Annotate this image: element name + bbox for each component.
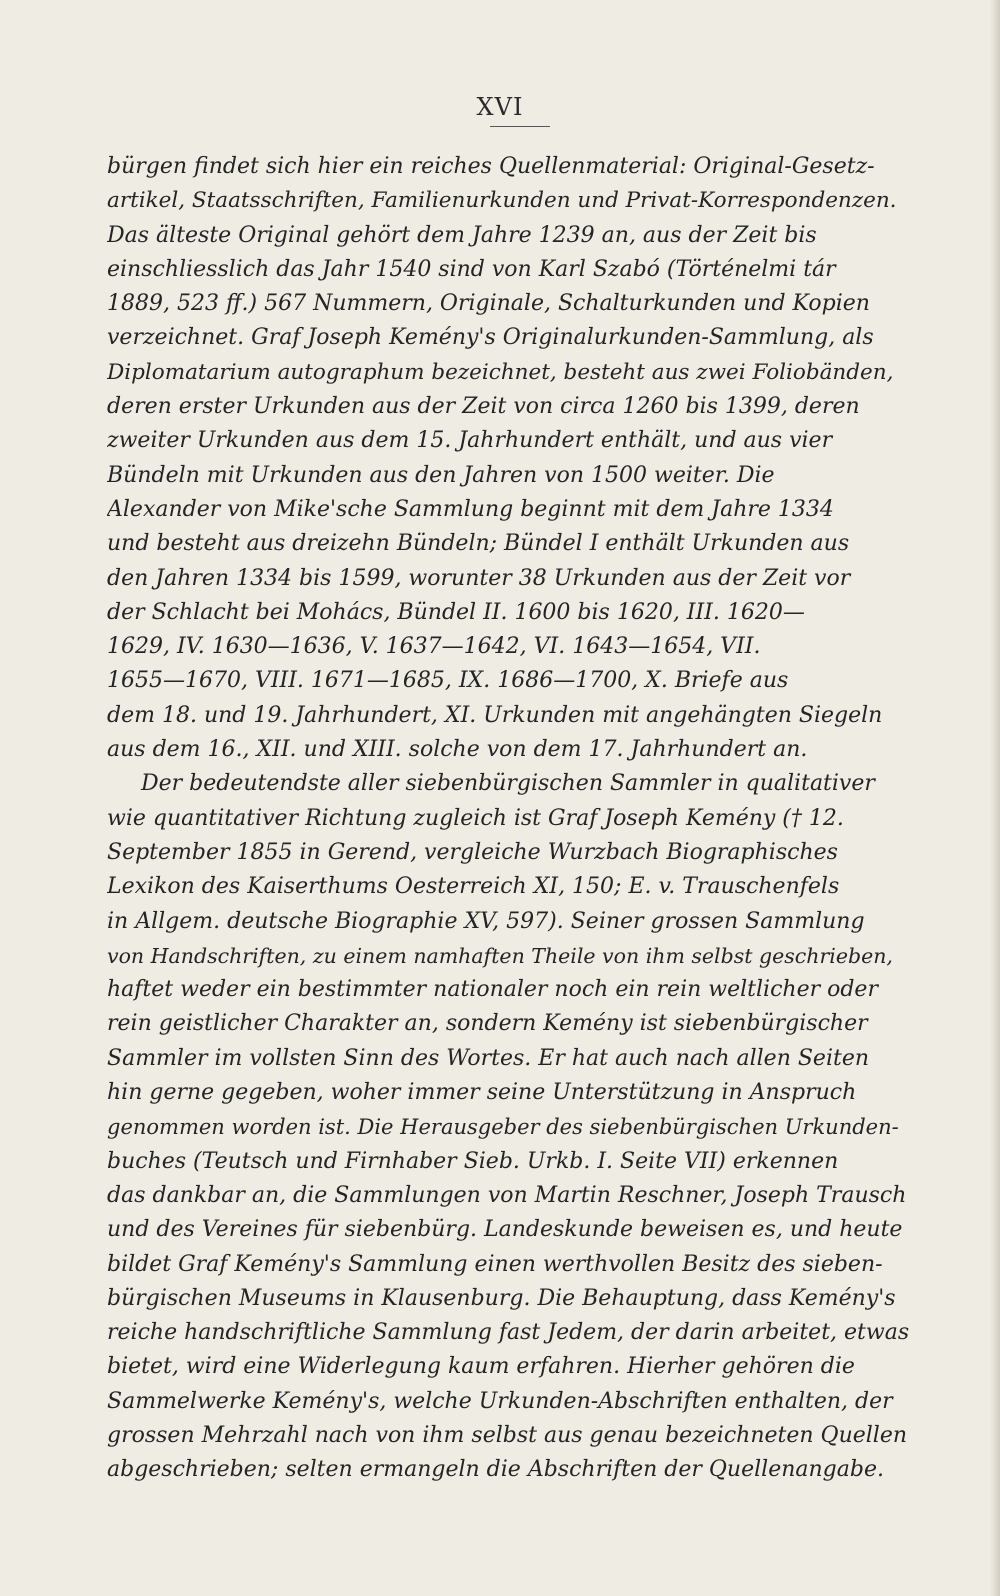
text-line: 1655—1670, VIII. 1671—1685, IX. 1686—1700, X. Briefe aus [107, 668, 789, 694]
text-line: einschliesslich das Jahr 1540 sind von Karl Szabó (Történelmi tár [107, 256, 836, 282]
paragraph-start-line: Der bedeutendste aller siebenbürgischen Sammler in qualitativer [141, 771, 875, 797]
text-line: rein geistlicher Charakter an, sondern Kemény ist siebenbürgischer [107, 1011, 868, 1037]
text-line: dem 18. und 19. Jahrhundert, XI. Urkunden mit angehängten Siegeln [107, 702, 883, 728]
text-line: grossen Mehrzahl nach von ihm selbst aus genau bezeichneten Quellen [107, 1422, 908, 1448]
page-edge-shadow [990, 0, 1000, 1596]
text-line: verzeichnet. Graf Joseph Kemény's Originalurkunden-Sammlung, als [107, 325, 874, 351]
text-line: bürgen findet sich hier ein reiches Quellenmaterial: Original-Gesetz- [107, 154, 875, 179]
text-line: von Handschriften, zu einem namhaften Theile von ihm selbst geschrieben, [107, 943, 893, 968]
text-line: den Jahren 1334 bis 1599, worunter 38 Urkunden aus der Zeit vor [107, 565, 851, 591]
text-line: 1889, 523 ff.) 567 Nummern, Originale, Schalturkunden und Kopien [107, 291, 870, 317]
text-line: und des Vereines für siebenbürg. Landeskunde beweisen es, und heute [107, 1217, 903, 1243]
text-line: bürgischen Museums in Klausenburg. Die Behauptung, dass Kemény's [107, 1285, 896, 1311]
page-number-rule [490, 126, 550, 127]
text-line: das dankbar an, die Sammlungen von Martin Reschner, Joseph Trausch [107, 1182, 907, 1208]
text-line: reiche handschriftliche Sammlung fast Jedem, der darin arbeitet, etwas [107, 1320, 909, 1346]
text-line: bildet Graf Kemény's Sammlung einen werthvollen Besitz des sieben- [107, 1251, 883, 1277]
text-line: buches (Teutsch und Firnhaber Sieb. Urkb. I. Seite VII) erkennen [107, 1148, 839, 1174]
text-line: Lexikon des Kaiserthums Oesterreich XI, 150; E. v. Trauschenfels [107, 874, 840, 900]
text-line: haftet weder ein bestimmter nationaler noch ein rein weltlicher oder [107, 977, 878, 1003]
page-number: XVI [476, 93, 524, 121]
text-line: Bündeln mit Urkunden aus den Jahren von 1500 weiter. Die [107, 462, 775, 488]
text-line: Sammelwerke Kemény's, welche Urkunden-Abschriften enthalten, der [107, 1388, 893, 1414]
text-line: Alexander von Mike'sche Sammlung beginnt mit dem Jahre 1334 [107, 496, 834, 522]
text-line: Das älteste Original gehört dem Jahre 1239 an, aus der Zeit bis [107, 222, 817, 248]
text-line: September 1855 in Gerend, vergleiche Wurzbach Biographisches [107, 839, 838, 865]
text-line: abgeschrieben; selten ermangeln die Abschriften der Quellenangabe. [107, 1457, 884, 1483]
text-line: hin gerne gegeben, woher immer seine Unterstützung in Anspruch [107, 1080, 857, 1106]
text-line: aus dem 16., XII. und XIII. solche von dem 17. Jahrhundert an. [107, 737, 808, 763]
text-line: genommen worden ist. Die Herausgeber des siebenbürgischen Urkunden- [107, 1115, 899, 1140]
text-line: 1629, IV. 1630—1636, V. 1637—1642, VI. 1643—1654, VII. [107, 634, 761, 660]
text-line: der Schlacht bei Mohács, Bündel II. 1600 bis 1620, III. 1620— [107, 599, 805, 625]
text-line: Sammler im vollsten Sinn des Wortes. Er hat auch nach allen Seiten [107, 1045, 870, 1071]
text-line: bietet, wird eine Widerlegung kaum erfahren. Hierher gehören die [107, 1354, 855, 1380]
text-line: artikel, Staatsschriften, Familienurkunden und Privat-Korrespondenzen. [107, 188, 897, 214]
body-text [107, 150, 909, 1488]
text-line: und besteht aus dreizehn Bündeln; Bündel I enthält Urkunden aus [107, 531, 850, 557]
text-line: in Allgem. deutsche Biographie XV, 597). Seiner grossen Sammlung [107, 908, 865, 934]
text-line: Diplomatarium autographum bezeichnet, besteht aus zwei Foliobänden, [107, 359, 894, 385]
text-line: zweiter Urkunden aus dem 15. Jahrhundert enthält, und aus vier [107, 428, 833, 454]
text-line: wie quantitativer Richtung zugleich ist Graf Joseph Kemény († 12. [107, 805, 844, 831]
text-line: deren erster Urkunden aus der Zeit von circa 1260 bis 1399, deren [107, 394, 860, 420]
